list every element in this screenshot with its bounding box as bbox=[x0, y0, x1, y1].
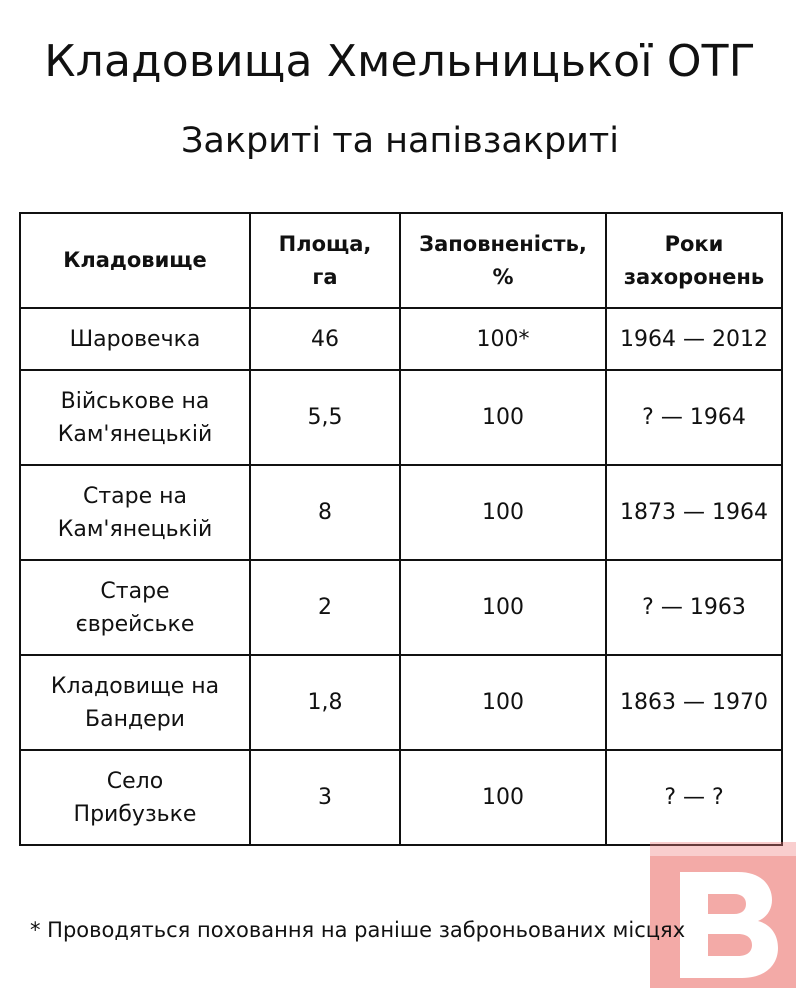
cell-cemetery-text-2: Бандери bbox=[85, 706, 185, 732]
cell-cemetery-text-1: Старе на bbox=[82, 483, 188, 509]
cell-fill: 100 bbox=[400, 465, 606, 560]
cell-cemetery bbox=[20, 750, 250, 845]
header-cemetery bbox=[20, 213, 250, 308]
cemeteries-table bbox=[19, 212, 783, 846]
cell-cemetery-text-2: Прибузьке bbox=[73, 801, 197, 827]
header-years bbox=[606, 213, 782, 308]
cell-cemetery-text-1: Старе bbox=[100, 578, 170, 604]
cell-cemetery bbox=[20, 655, 250, 750]
cell-cemetery-text-2: єврейське bbox=[75, 611, 195, 637]
cell-years: ? — 1964 bbox=[606, 370, 782, 465]
cell-cemetery-text-2: Кам'янецькій bbox=[57, 516, 213, 542]
header-years-text-2: захоронень bbox=[623, 264, 765, 289]
cell-cemetery-text-1: Військове на bbox=[60, 388, 210, 414]
page-subtitle: Закриті та напівзакриті bbox=[180, 121, 620, 161]
footnote: * Проводяться поховання на раніше заброньованих місцях bbox=[30, 918, 686, 942]
cell-area: 2 bbox=[250, 560, 400, 655]
table-row bbox=[20, 308, 782, 370]
cell-area: 3 bbox=[250, 750, 400, 845]
header-area bbox=[250, 213, 400, 308]
cell-area: 46 bbox=[250, 308, 400, 370]
cell-years: ? — ? bbox=[606, 750, 782, 845]
table-row bbox=[20, 465, 782, 560]
cell-fill: 100 bbox=[400, 750, 606, 845]
page-title: Кладовища Хмельницької ОТГ bbox=[44, 36, 756, 87]
header-years-text-1: Роки bbox=[664, 231, 724, 256]
table-row bbox=[20, 560, 782, 655]
header-fill bbox=[400, 213, 606, 308]
table-row bbox=[20, 370, 782, 465]
cell-cemetery-text-2: Кам'янецькій bbox=[57, 421, 213, 447]
cell-years: 1873 — 1964 bbox=[606, 465, 782, 560]
cell-years: 1863 — 1970 bbox=[606, 655, 782, 750]
cell-cemetery bbox=[20, 465, 250, 560]
cell-fill: 100 bbox=[400, 560, 606, 655]
cell-fill: 100 bbox=[400, 370, 606, 465]
cell-years: ? — 1963 bbox=[606, 560, 782, 655]
header-cemetery-text: Кладовище bbox=[63, 248, 207, 272]
cell-years: 1964 — 2012 bbox=[606, 308, 782, 370]
table-header-row bbox=[20, 213, 782, 308]
header-fill-text-1: Заповненість, bbox=[419, 231, 587, 256]
cell-cemetery bbox=[20, 560, 250, 655]
cell-cemetery-text-1: Село bbox=[106, 768, 164, 794]
cell-fill: 100 bbox=[400, 655, 606, 750]
cell-area: 5,5 bbox=[250, 370, 400, 465]
header-area-text-2: га bbox=[312, 264, 338, 289]
table-row bbox=[20, 750, 782, 845]
cell-cemetery-text: Шаровечка bbox=[69, 326, 201, 352]
cell-area: 1,8 bbox=[250, 655, 400, 750]
logo-letter-b bbox=[680, 872, 778, 978]
cell-cemetery bbox=[20, 308, 250, 370]
cell-fill: 100* bbox=[400, 308, 606, 370]
cell-cemetery-text-1: Кладовище на bbox=[50, 673, 220, 699]
logo-top-band bbox=[650, 842, 796, 856]
cell-cemetery bbox=[20, 370, 250, 465]
table-row bbox=[20, 655, 782, 750]
cell-area: 8 bbox=[250, 465, 400, 560]
header-area-text-1: Площа, bbox=[278, 231, 372, 256]
header-fill-text-2: % bbox=[492, 264, 514, 289]
